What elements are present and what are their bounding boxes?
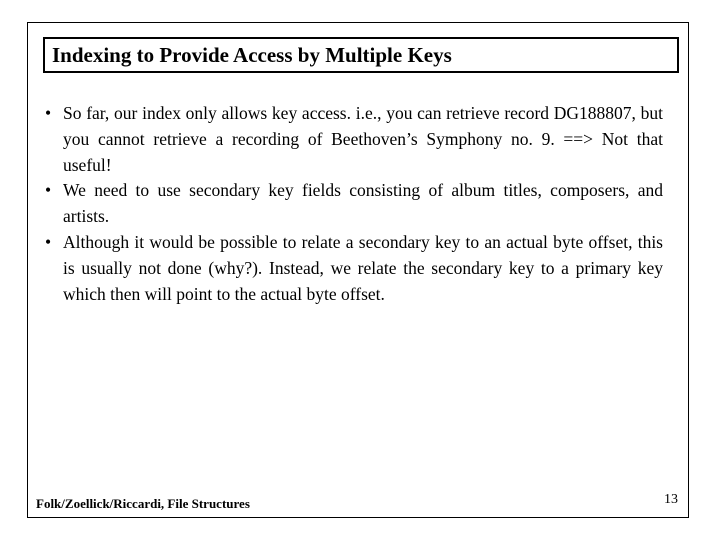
bullet-item-1 (44, 101, 663, 178)
footer-source: Folk/Zoellick/Riccardi, File Structures (36, 496, 250, 511)
bullet-item-3 (44, 230, 663, 307)
bullet-text: Although it would be possible to relate a secondary key to an actual byte offset, this is usually not done (why?). Instead, we relate the secondary key to a primary key which then will point to the actual byte offset. (63, 231, 663, 304)
bullet-text: So far, our index only allows key access. i.e., you can retrieve record DG188807, but you cannot retrieve a recording of Beethoven’s Symphony no. 9. ==> Not that useful! (63, 103, 663, 175)
bullet-marker: • (45, 180, 52, 201)
bullet-text: We need to use secondary key fields consisting of album titles, composers, and artists. (63, 180, 663, 227)
bullet-item-2 (44, 178, 663, 230)
bullet-list (44, 101, 663, 307)
slide (27, 22, 689, 518)
slide-title: Indexing to Provide Access by Multiple Keys (43, 37, 679, 73)
bullet-marker: • (45, 231, 52, 252)
bullet-marker: • (45, 103, 52, 123)
page-number: 13 (664, 492, 678, 507)
